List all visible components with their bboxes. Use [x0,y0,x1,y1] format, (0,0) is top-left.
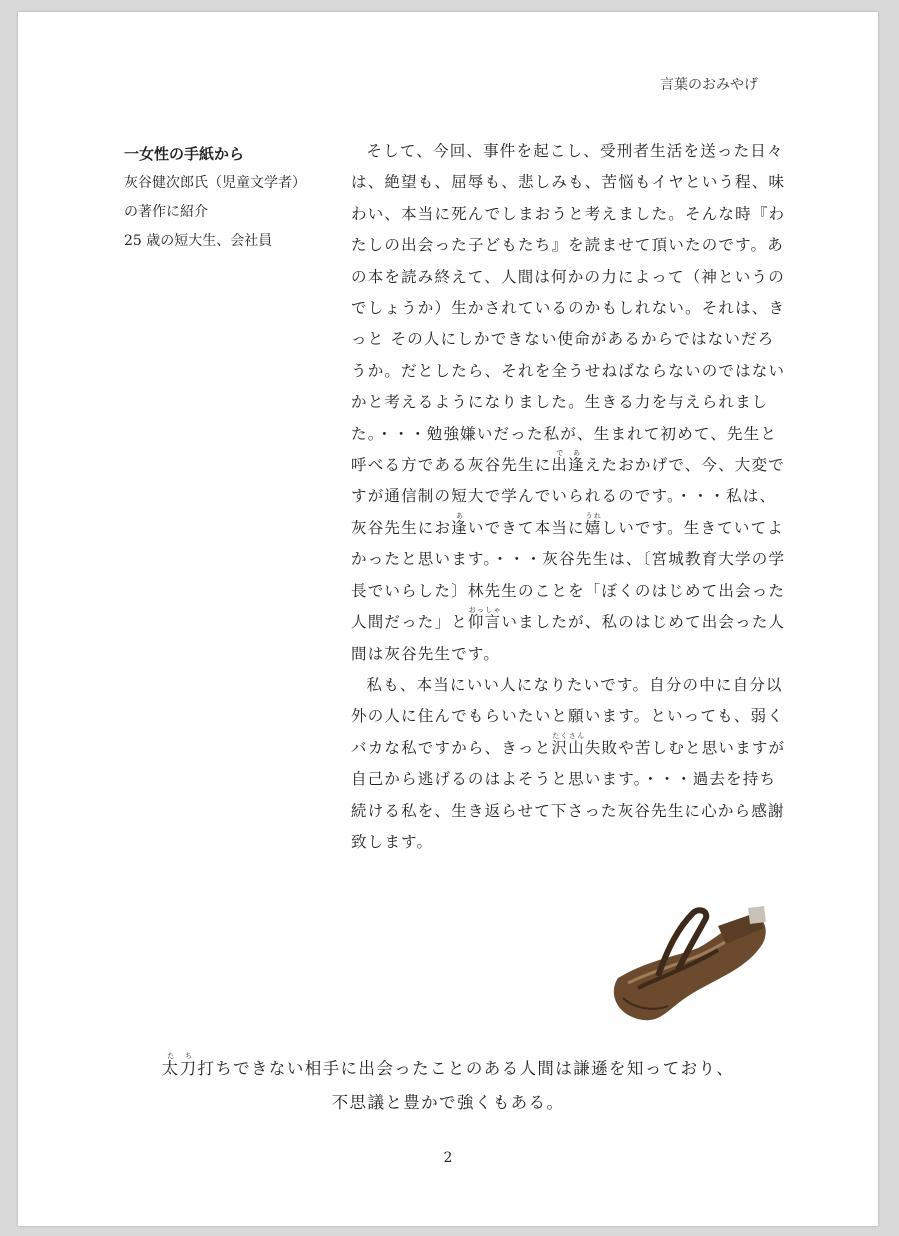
sandal-image [598,898,768,1024]
paragraph: そして、今回、事件を起こし、受刑者生活を送った日々は、絶望も、屈辱も、悲しみも、苦悩もイヤという程、味わい、本当に死んでしまおうと考えました。そんな時『わたしの出会った子どもたち』を読ませて頂いたのです。あの本を読み終えて、人間は何かの力によって（神というのでしょうか）生かされているのかもしれない。それは、きっと その人にしかできない使命があるからではないだろうか。だとしたら、それを全うせねばならないのではないかと考えるようになりました。生きる力を与えられました。・・・勉強嫌いだった私が、生まれて初めて、先生と呼べる方である灰谷先生に出逢であえたおかげで、今、大変ですが通信制の短大で学んでいられるのです。・・・私は、灰谷先生にお逢あいできて本当に嬉うれしいです。生きていてよかったと思います。・・・灰谷先生は、〔宮城教育大学の学長でいらした〕林先生のことを「ぼくのはじめて出会った人間だった」と仰言おっしゃいましたが、私のはじめて出会った人間は灰谷先生です。 [351,142,786,663]
paragraph: 私も、本当にいい人になりたいです。自分の中に自分以外の人に住んでもらいたいと願います。といっても、弱くバカな私ですから、きっと沢山たくさん失敗や苦しむと思いますが 自己から逃げるのはよそうと思います。・・・過去を持ち続ける私を、生き返らせて下さった灰谷先生に心から感謝致します。 [351,675,786,851]
closing-quote [18,1052,878,1120]
quote-line: 太刀たち打ちできない相手に出会ったことのある人間は謙遜を知っており、 [161,1052,735,1078]
page-number: 2 [443,1150,453,1166]
sidebar-attribution [124,140,344,256]
attribution-line: 25 歳の短大生、会社員 [124,233,273,249]
attribution-line: 灰谷健次郎氏（児童文学者） [124,175,306,191]
document-page [18,12,878,1226]
page-header: 言葉のおみやげ [660,77,758,93]
attribution-line: の著作に紹介 [124,204,208,220]
quote-line: 不思議と豊かで強くもある。 [331,1093,565,1112]
section-title: 一女性の手紙から [124,145,245,163]
letter-body [351,136,791,858]
